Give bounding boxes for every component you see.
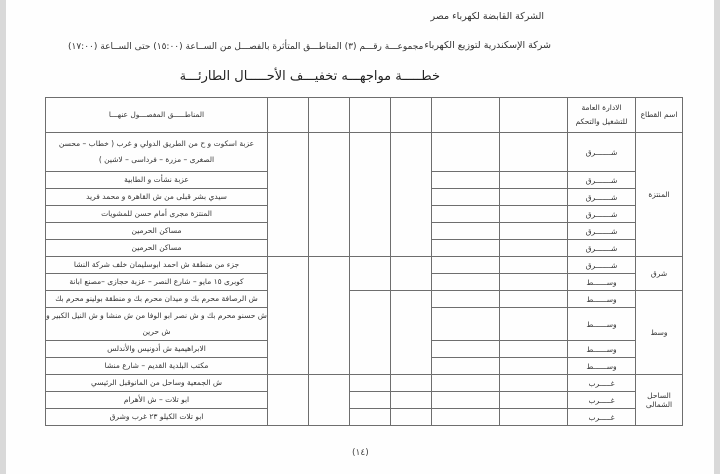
admin-cell: غـــــرب — [568, 392, 636, 409]
empty-cell — [350, 133, 391, 257]
admin-cell: وســــــط — [568, 341, 636, 358]
empty-cell — [268, 133, 309, 257]
empty-cell — [500, 308, 568, 341]
empty-cell — [500, 358, 568, 375]
empty-cell — [391, 392, 432, 409]
admin-cell: غـــــرب — [568, 409, 636, 426]
area-cell: مساكن الحرمين — [46, 223, 268, 240]
header-admin: الادارة العامة للتشغيل والتحكم — [568, 98, 636, 133]
empty-cell — [500, 133, 568, 172]
admin-cell: شـــــــرق — [568, 133, 636, 172]
sector-cell: الساحل الشمالى — [636, 375, 683, 426]
page-number: (١٤) — [352, 448, 369, 458]
header-empty — [500, 98, 568, 133]
empty-cell — [268, 257, 309, 375]
sector-cell: المنتزة — [636, 133, 683, 257]
admin-cell: شـــــــرق — [568, 223, 636, 240]
area-cell: المنتزة مجرى أمام حسن للمشويات — [46, 206, 268, 223]
header-empty — [309, 98, 350, 133]
empty-cell — [432, 375, 500, 392]
empty-cell — [432, 223, 500, 240]
empty-cell — [432, 257, 500, 274]
empty-cell — [350, 257, 391, 291]
table-row — [46, 409, 683, 426]
empty-cell — [500, 240, 568, 257]
header-empty — [432, 98, 500, 133]
sector-cell: شرق — [636, 257, 683, 291]
group-schedule-line: مجموعـــة رقـــم (٣) المناطـــق المتأثرة بالفصـــل من الســاعة (١٥:٠٠) حتى الســاعة (١٧:٠٠) — [68, 42, 424, 52]
area-cell: مكتب البلدية القديم – شارع منشا — [46, 358, 268, 375]
empty-cell — [350, 392, 391, 409]
admin-cell: شـــــــرق — [568, 257, 636, 274]
header-empty — [350, 98, 391, 133]
area-cell: ابو تلات الكيلو ٢٣ غرب وشرق — [46, 409, 268, 426]
admin-cell: وســــــط — [568, 291, 636, 308]
table-row — [46, 375, 683, 392]
empty-cell — [350, 291, 391, 375]
empty-cell — [432, 133, 500, 172]
table-row — [46, 133, 683, 172]
area-cell: كوبرى ١٥ مايو – شارع النصر – عزبة حجازى –مصنع ابانة — [46, 274, 268, 291]
empty-cell — [432, 291, 500, 308]
empty-cell — [500, 375, 568, 392]
empty-cell — [500, 341, 568, 358]
admin-cell: وســــــط — [568, 308, 636, 341]
area-cell: ش حسنو محرم بك و ش نصر ابو الوفا من ش منشا و ش النيل الكبير و ش حرين — [46, 308, 268, 341]
empty-cell — [268, 375, 309, 426]
empty-cell — [350, 409, 391, 426]
table-row — [46, 392, 683, 409]
empty-cell — [432, 308, 500, 341]
empty-cell — [432, 172, 500, 189]
area-cell: عزبة اسكوت و ح من الطريق الدولي و غرب ( خطاب – محسن الصغرى – مزرة – فرداسى – لاشين ) — [46, 133, 268, 172]
area-cell: ابو تلات – ش الأهرام — [46, 392, 268, 409]
empty-cell — [432, 274, 500, 291]
table-row — [46, 257, 683, 274]
empty-cell — [500, 189, 568, 206]
holding-company-name: الشركة القابضة لكهرباء مصر — [430, 11, 544, 22]
table-header-row — [46, 98, 683, 133]
admin-cell: شـــــــرق — [568, 240, 636, 257]
empty-cell — [432, 392, 500, 409]
empty-cell — [309, 133, 350, 257]
area-cell: عزبة نشأت و الطابية — [46, 172, 268, 189]
empty-cell — [500, 274, 568, 291]
empty-cell — [391, 409, 432, 426]
table-row — [46, 291, 683, 308]
empty-cell — [391, 291, 432, 375]
empty-cell — [432, 206, 500, 223]
empty-cell — [309, 257, 350, 375]
admin-cell: وســــــط — [568, 358, 636, 375]
empty-cell — [350, 375, 391, 392]
empty-cell — [432, 358, 500, 375]
empty-cell — [500, 409, 568, 426]
empty-cell — [391, 375, 432, 392]
admin-cell: شـــــــرق — [568, 172, 636, 189]
plan-title: خطـــــة مواجهـــه تخفيـــف الأحـــــال الطارئـــة — [179, 69, 440, 84]
empty-cell — [500, 392, 568, 409]
sector-cell: وسط — [636, 291, 683, 375]
empty-cell — [500, 206, 568, 223]
empty-cell — [432, 189, 500, 206]
empty-cell — [391, 257, 432, 291]
empty-cell — [500, 257, 568, 274]
empty-cell — [500, 223, 568, 240]
area-cell: سيدي بشر قبلى من ش القاهرة و محمد فريد — [46, 189, 268, 206]
admin-cell: وســــــط — [568, 274, 636, 291]
area-cell: الابراهيمية ش أدونيس والأندلس — [46, 341, 268, 358]
admin-cell: شـــــــرق — [568, 189, 636, 206]
empty-cell — [500, 291, 568, 308]
area-cell: ش الجمعية وساحل من المانوقبل الرئيسي — [46, 375, 268, 392]
header-areas: المناطـــــق المفصـــول عنهـــا — [46, 98, 268, 133]
area-cell: مساكن الحرمين — [46, 240, 268, 257]
document-page — [6, 0, 714, 474]
load-shedding-table — [45, 97, 683, 426]
empty-cell — [432, 341, 500, 358]
header-empty — [391, 98, 432, 133]
distribution-company-name: شركة الإسكندرية لتوزيع الكهرباء — [424, 40, 551, 51]
empty-cell — [500, 172, 568, 189]
header-sector: اسم القطاع — [636, 98, 683, 133]
empty-cell — [391, 133, 432, 257]
admin-cell: غـــــرب — [568, 375, 636, 392]
admin-cell: شـــــــرق — [568, 206, 636, 223]
empty-cell — [432, 240, 500, 257]
empty-cell — [432, 409, 500, 426]
area-cell: ش الرصافة محرم بك و ميدان محرم بك و منطقة بولينو محرم بك — [46, 291, 268, 308]
empty-cell — [309, 375, 350, 426]
header-empty — [268, 98, 309, 133]
area-cell: جزء من منطقة ش احمد ابوسليمان خلف شركة النشا — [46, 257, 268, 274]
